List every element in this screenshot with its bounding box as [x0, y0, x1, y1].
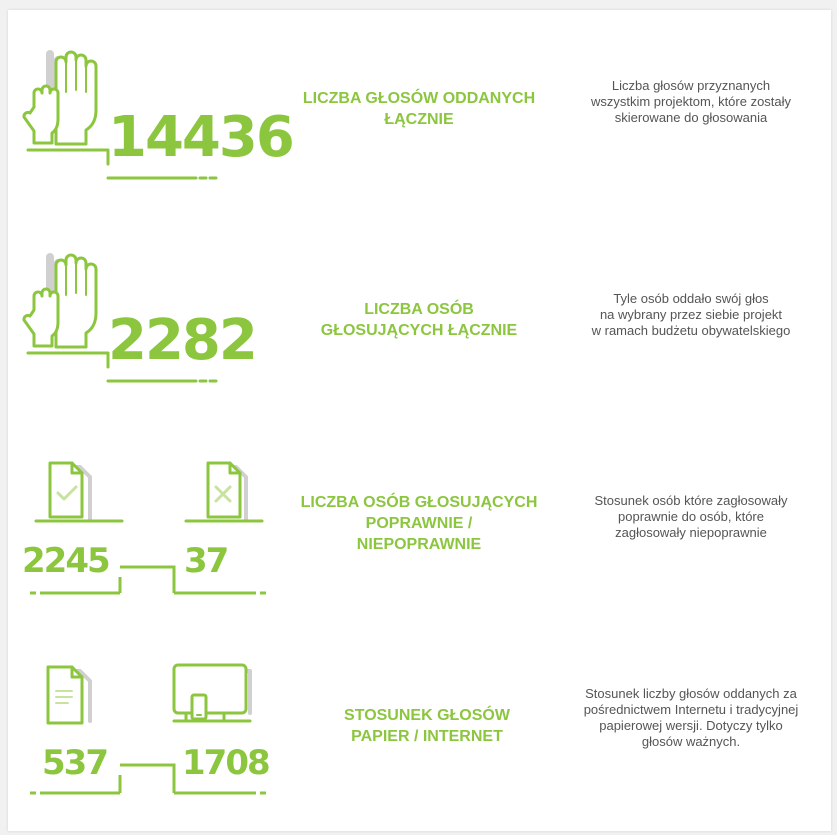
paper-internet-description: Stosunek liczby głosów oddanych za pośrednictwem Internetu i tradycyjnej papierowej wersji. Dotyczy tylko głosów ważnych.	[583, 686, 799, 749]
paper-votes-number: 537	[42, 743, 107, 783]
total-votes-title: LICZBA GŁOSÓW ODDANYCH ŁĄCZNIE	[302, 90, 536, 128]
statistics-card	[8, 10, 831, 831]
valid-voters-number: 2245	[22, 541, 109, 581]
paper-document-icon	[42, 661, 102, 727]
total-voters-title: LICZBA OSÓB GŁOSUJĄCYCH ŁĄCZNIE	[320, 301, 518, 339]
connector-line	[24, 759, 274, 799]
valid-invalid-description: Stosunek osób które zagłosowały poprawnie do osób, które zagłosowały niepoprawnie	[594, 493, 788, 540]
valid-invalid-title: LICZBA OSÓB GŁOSUJĄCYCH POPRAWNIE / NIEPOPRAWNIE	[300, 494, 538, 553]
total-votes-description: Liczba głosów przyznanych wszystkim projektom, które zostały skierowane do głosowania	[590, 78, 792, 125]
valid-ballot-icon	[34, 459, 124, 527]
computer-monitor-icon	[164, 659, 264, 729]
paper-internet-title: STOSUNEK GŁOSÓW PAPIER / INTERNET	[344, 707, 510, 745]
total-voters-description: Tyle osób oddało swój głos na wybrany przez siebie projekt w ramach budżetu obywatelskiego	[591, 291, 791, 338]
total-votes-number: 14436	[108, 105, 293, 170]
invalid-ballot-icon	[174, 459, 264, 527]
connector-line	[24, 563, 274, 597]
total-voters-number: 2282	[108, 308, 256, 373]
internet-votes-number: 1708	[182, 743, 269, 783]
invalid-voters-number: 37	[184, 541, 228, 581]
